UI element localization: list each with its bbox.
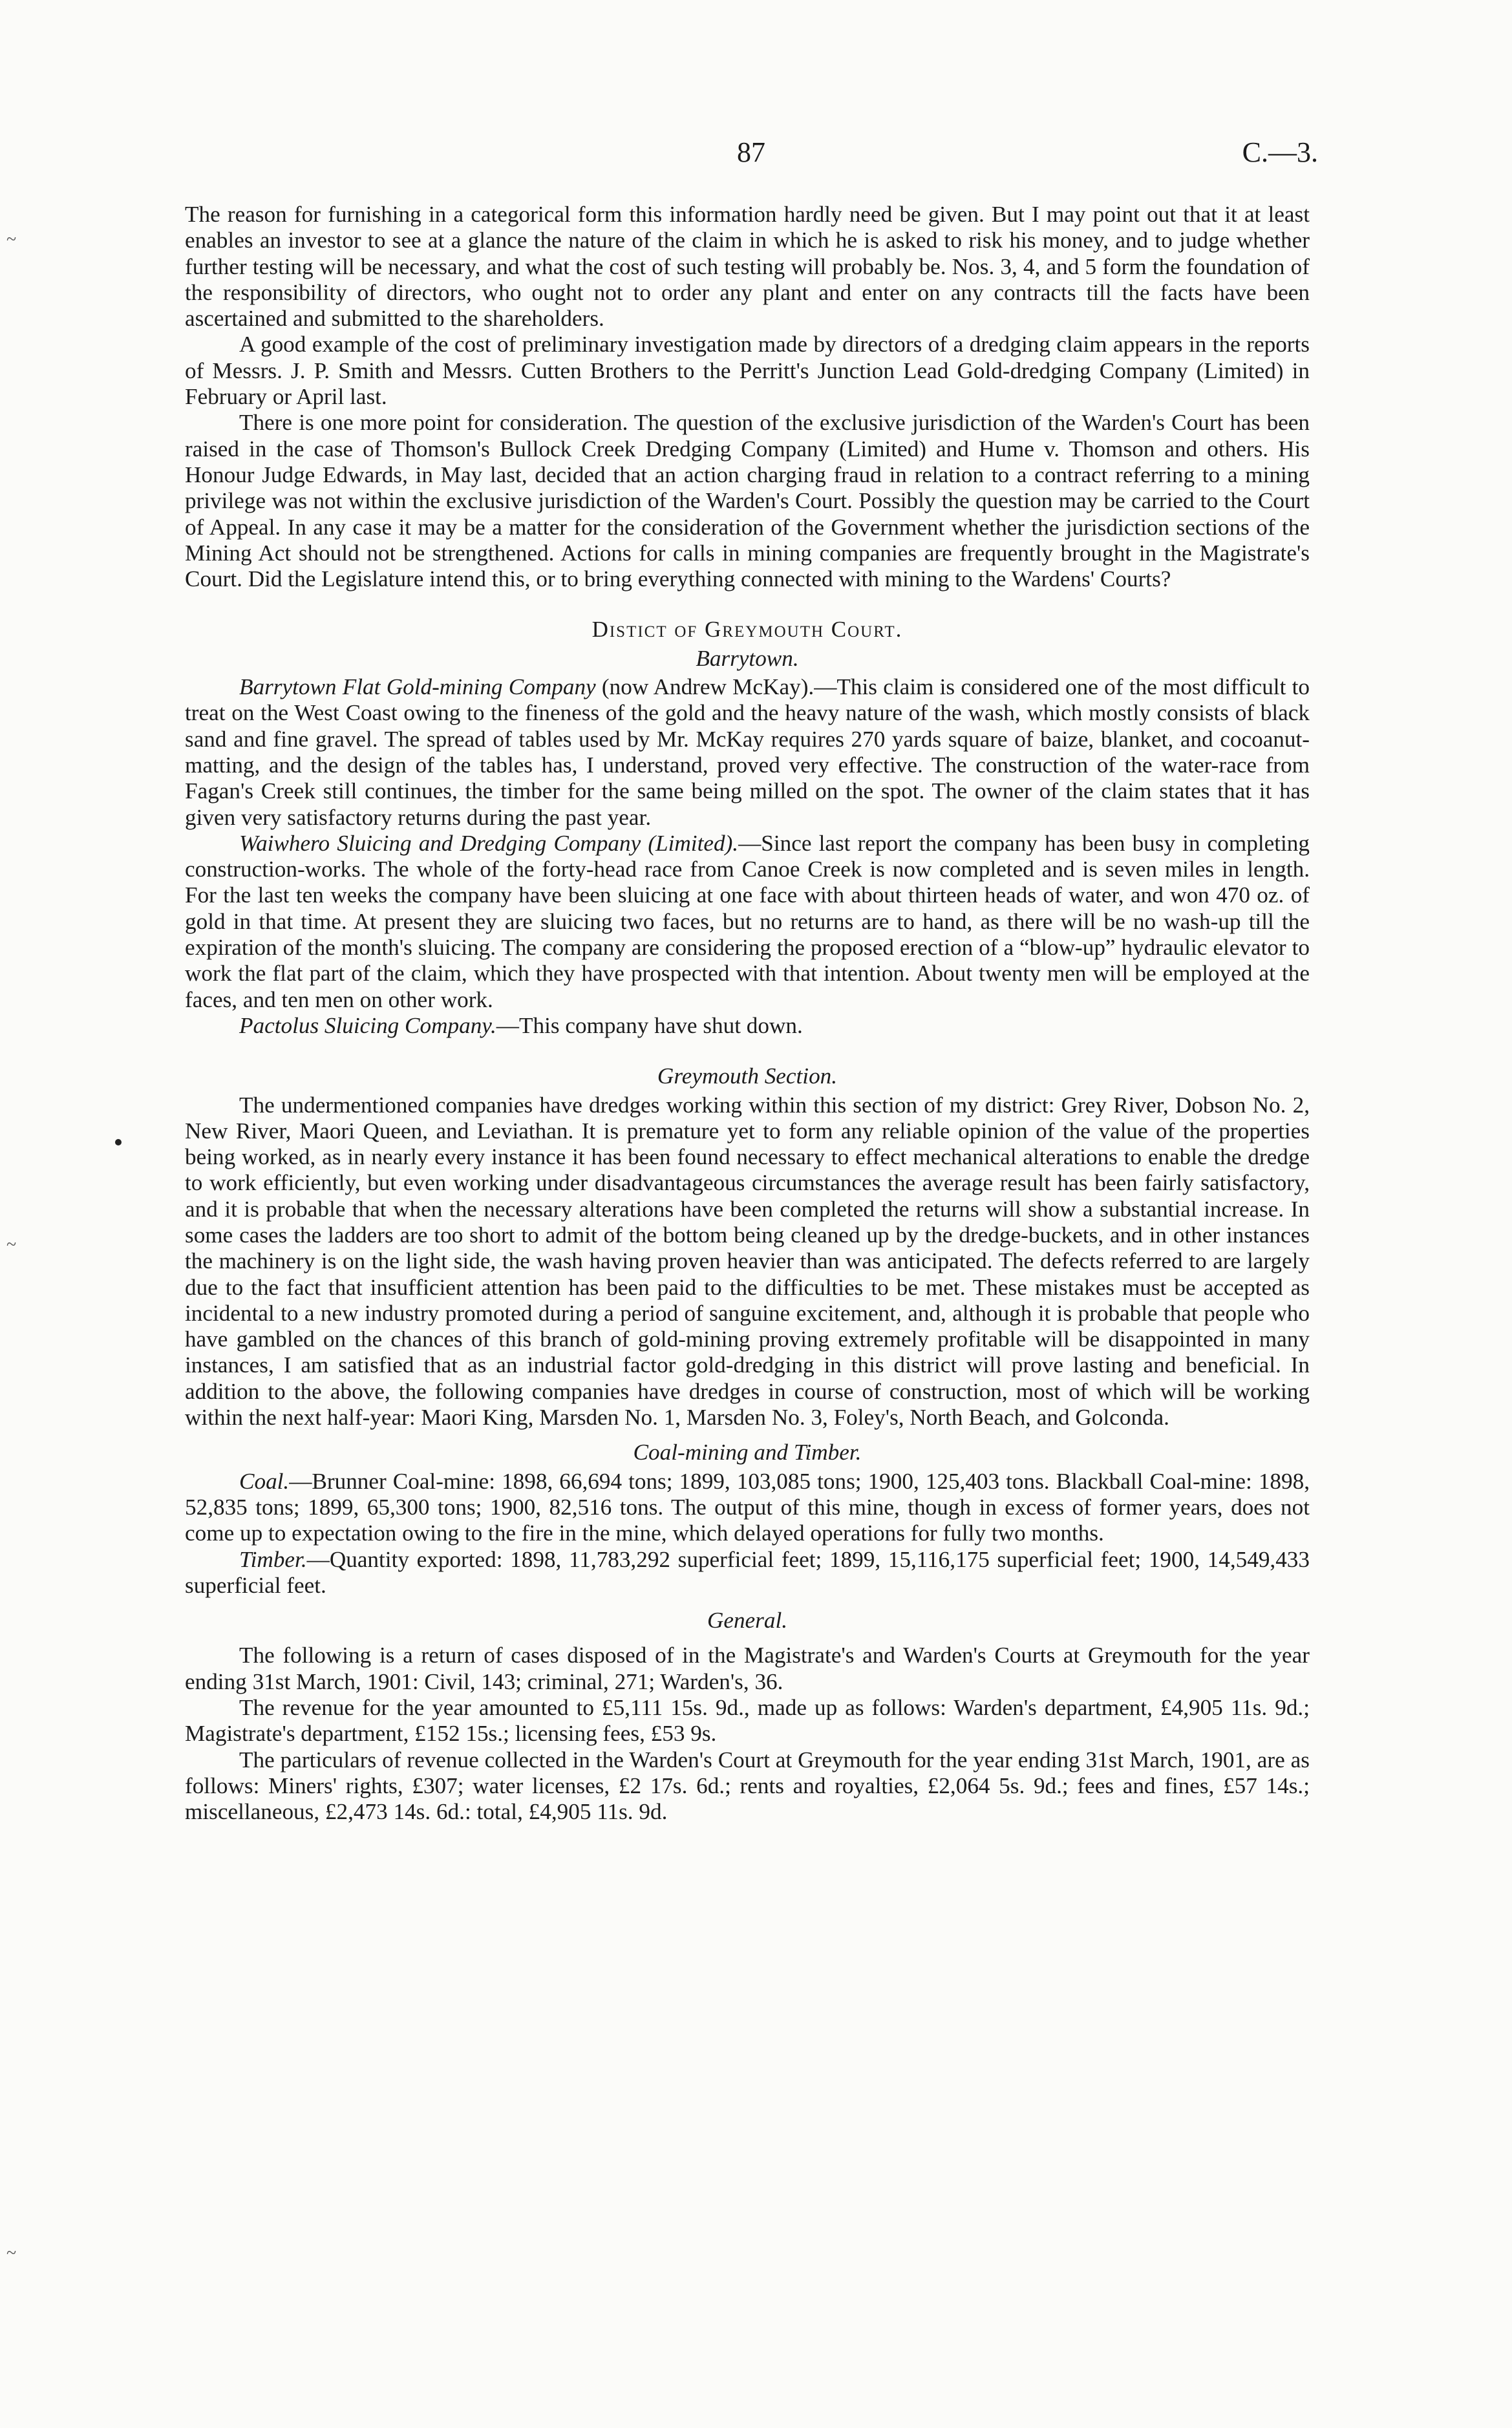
paragraph-pactolus [185, 1013, 1310, 1039]
margin-mark: ~ [6, 2243, 17, 2263]
paragraph-greymouth-section: The undermentioned companies have dredges working within this section of my district: Grey River, Dobson No. 2, New River, Maori Queen, and Leviathan. It is premature yet to form any reliable opinion of the value of the properties being worked, as in nearly every instance it has been found necessary to effect mechanical alterations to enable the dredge to work efficiently, but even working under disadvantageous circumstances the average result has been fairly satisfactory, and it is probable that when the necessary alterations have been completed the returns will show a substantial increase. In some cases the ladders are too short to admit of the bottom being cleaned up by the dredge-buckets, and in other instances the machinery is on the light side, the wash having proven heavier than was anticipated. The defects referred to are largely due to the fact that insufficient attention has been paid to the difficulties to be met. These mistakes must be accepted as incidental to a new industry promoted during a period of sanguine excitement, and, although it is probable that people who have gambled on the chances of this branch of gold-mining proving extremely profitable will be disappointed in many instances, I am satisfied that as an industrial factor gold-dredging in this district will prove lasting and beneficial. In addition to the above, the following companies have dredges in course of construction, most of which will be working within the next half-year: Maori King, Marsden No. 1, Marsden No. 3, Foley's, North Beach, and Golconda. [185, 1092, 1310, 1431]
margin-mark: ~ [6, 229, 17, 250]
paragraph-general: The revenue for the year amounted to £5,111 15s. 9d., made up as follows: Warden's department, £4,905 11s. 9d.; Magistrate's department, £152 15s.; licensing fees, £53 9s. [185, 1695, 1310, 1747]
margin-dot [115, 1139, 122, 1145]
subsection-title: Barrytown. [696, 645, 799, 671]
intro-paragraph: There is one more point for consideration. The question of the exclusive jurisdiction of the Warden's Court has been raised in the case of Thomson's Bullock Creek Dredging Company (Limited) and Hume v. Thomson and others. His Honour Judge Edwards, in May last, decided that an action charging fraud in relation to a contract referring to a mining privilege was not within the exclusive jurisdiction of the Warden's Court. Possibly the question may be carried to the Court of Appeal. In any case it may be a matter for the consideration of the Government whether the jurisdiction sections of the Mining Act should not be strengthened. Actions for calls in mining companies are frequently brought in the Magistrate's Court. Did the Legislature intend this, or to bring everything connected with mining to the Wardens' Courts? [185, 410, 1310, 592]
paragraph-timber [185, 1547, 1310, 1599]
paragraph-text: —This company have shut down. [496, 1012, 803, 1038]
subsection-title: General. [707, 1608, 788, 1634]
paragraph-text: (now Andrew McKay).—This claim is considered one of the most difficult to treat on the West Coast owing to the fineness of the gold and the heavy nature of the wash, which mostly consists of black sand and fine gravel. The spread of tables used by Mr. McKay requires 270 yards square of baize, blanket, and cocoanut-matting, and the design of the tables has, I understand, proved very effective. The construction of the water-race from Fagan's Creek still continues, the timber for the same being milled on the spot. The owner of the claim states that it has given very satisfactory returns during the past year. [185, 674, 1310, 830]
page-header [0, 136, 1512, 175]
paragraph-barrytown-flat [185, 674, 1310, 831]
subsection-title: Greymouth Section. [657, 1063, 838, 1089]
paragraph-text: —Quantity exported: 1898, 11,783,292 superficial feet; 1899, 15,116,175 superficial feet; 1900, 14,549,433 superficial feet. [185, 1546, 1310, 1598]
paragraph-coal [185, 1469, 1310, 1547]
document-code: C.—3. [1242, 136, 1318, 168]
paragraph-label: Timber. [239, 1546, 307, 1572]
intro-paragraph: A good example of the cost of preliminary investigation made by directors of a dredging claim appears in the reports of Messrs. J. P. Smith and Messrs. Cutten Brothers to the Perritt's Junction Lead Gold-dredging Company (Limited) in February or April last. [185, 332, 1310, 410]
company-name: Waiwhero Sluicing and Dredging Company (Limited). [239, 830, 739, 856]
paragraph-text: —Since last report the company has been busy in completing construction-works. The whole of the forty-head race from Canoe Creek is now completed and is seven miles in length. For the last ten weeks the company have been sluicing at one face with about thirteen heads of water, and won 470 oz. of gold in that time. At present they are sluicing two faces, but no returns are to hand, as there will be no wash-up till the expiration of the month's sluicing. The company are considering the proposed erection of a “blow-up” hydraulic elevator to work the flat part of the claim, which they have prospected with that intention. About twenty men will be employed at the faces, and ten men on other work. [185, 830, 1310, 1012]
paragraph-waiwhero [185, 831, 1310, 1013]
document-body [185, 202, 1310, 1826]
paragraph-label: Coal. [239, 1468, 290, 1494]
company-name: Barrytown Flat Gold-mining Company [239, 674, 596, 700]
company-name: Pactolus Sluicing Company. [239, 1012, 496, 1038]
paragraph-general: The following is a return of cases disposed of in the Magistrate's and Warden's Courts at Greymouth for the year ending 31st March, 1901: Civil, 143; criminal, 271; Warden's, 36. [185, 1643, 1310, 1694]
margin-mark: ~ [6, 1235, 17, 1255]
paragraph-general: The particulars of revenue collected in the Warden's Court at Greymouth for the year ending 31st March, 1901, are as follows: Miners' rights, £307; water licenses, £2 17s. 6d.; rents and royalties, £2,064 5s. 9d.; fees and fines, £57 14s.; miscellaneous, £2,473 14s. 6d.: total, £4,905 11s. 9d. [185, 1747, 1310, 1825]
paragraph-text: —Brunner Coal-mine: 1898, 66,694 tons; 1899, 103,085 tons; 1900, 125,403 tons. Blackball Coal-mine: 1898, 52,835 tons; 1899, 65,300 tons; 1900, 82,516 tons. The output of this mine, though in excess of former years, does not come up to expectation owing to the fire in the mine, which delayed operations for fully two months. [185, 1468, 1310, 1546]
page-number: 87 [737, 136, 765, 168]
subsection-title: Coal-mining and Timber. [633, 1440, 862, 1465]
intro-paragraph: The reason for furnishing in a categorical form this information hardly need be given. But I may point out that it at least enables an investor to see at a glance the nature of the claim in which he is asked to risk his money, and to judge whether further testing will be necessary, and what the cost of such testing will probably be. Nos. 3, 4, and 5 form the foundation of the responsibility of directors, who ought not to order any plant and enter on any contracts till the facts have been ascertained and submitted to the shareholders. [185, 202, 1310, 332]
section-heading: Distict of Greymouth Court. [591, 617, 903, 643]
